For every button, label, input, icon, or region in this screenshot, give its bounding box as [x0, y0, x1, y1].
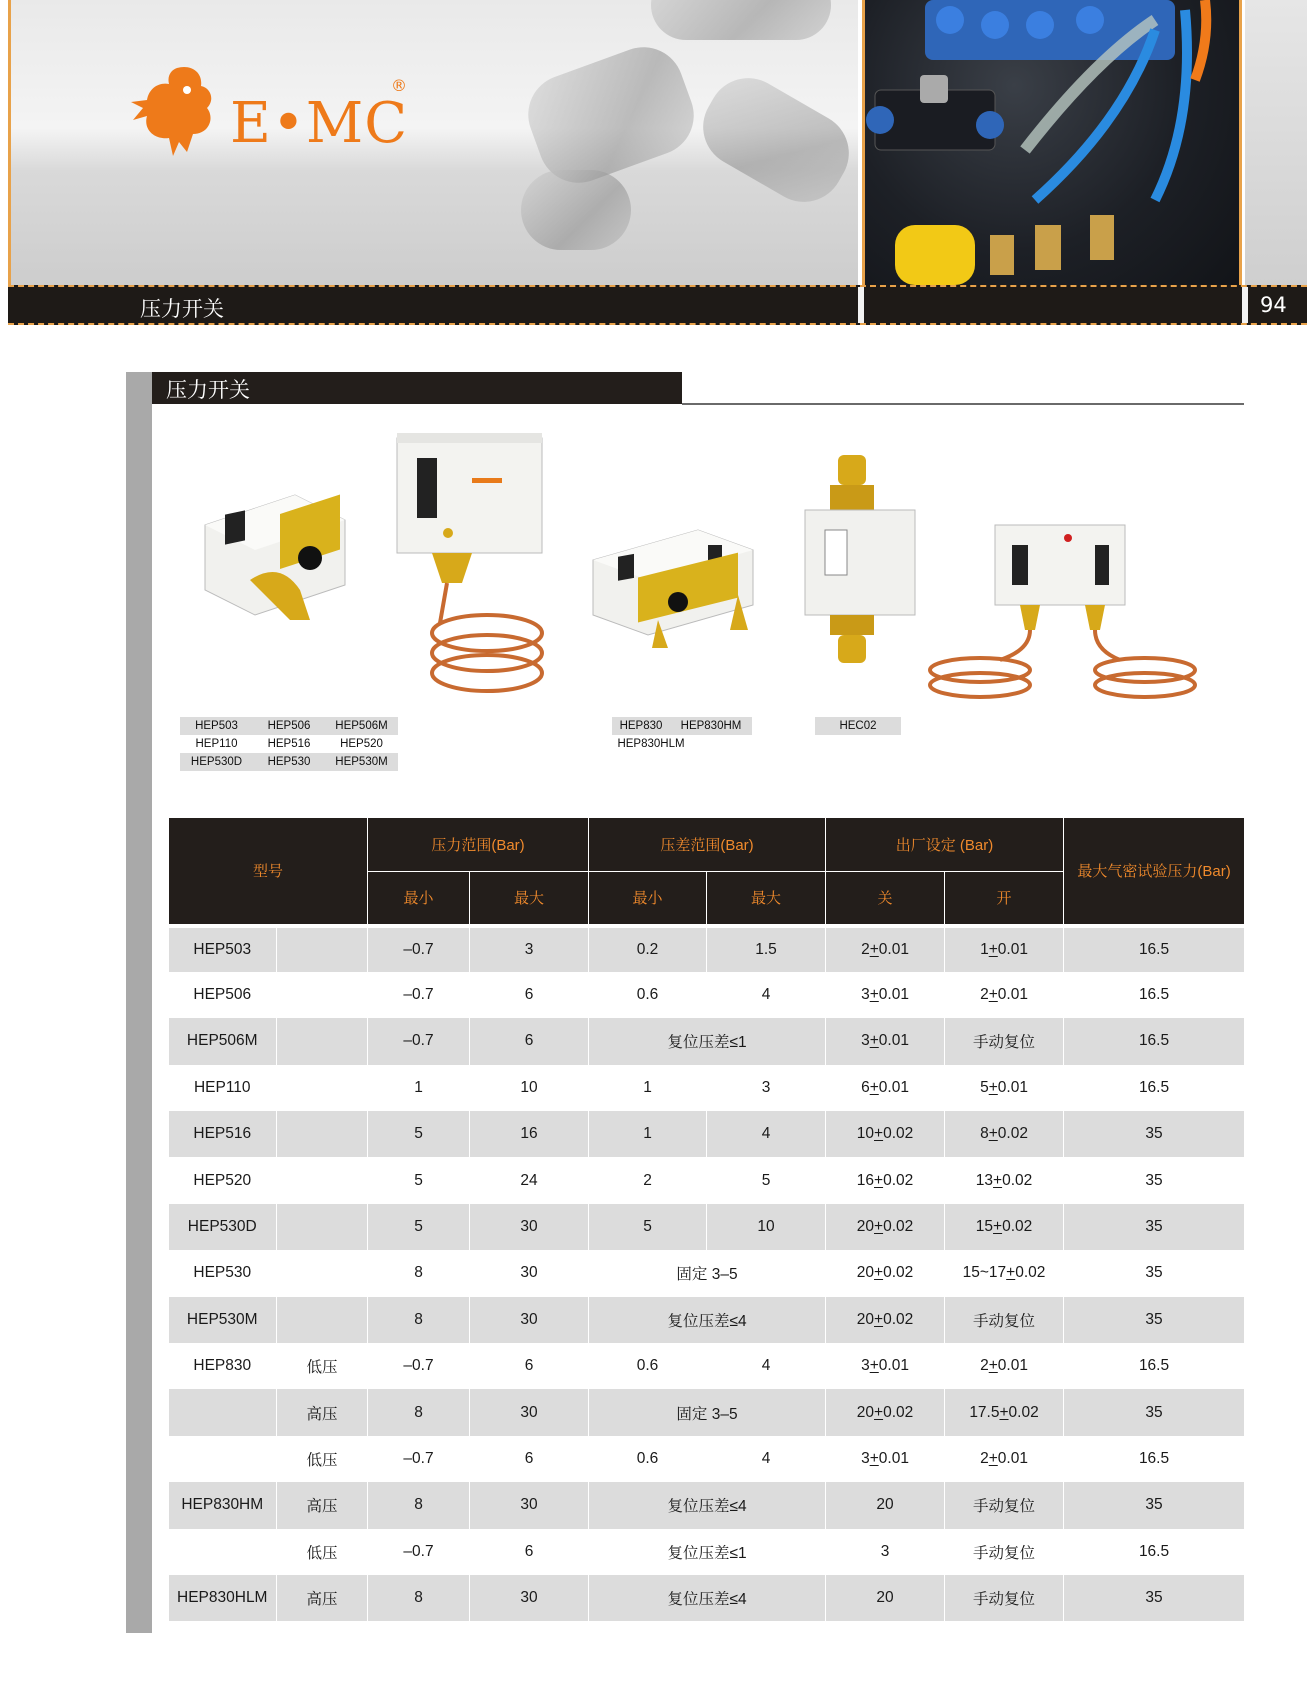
model-label-row [815, 717, 901, 735]
tolerance-sign: + [988, 1357, 998, 1375]
dual-capillary-pressure-switch-image [920, 520, 1210, 710]
model-cell: HEP520 [169, 1157, 277, 1203]
pneumatic-parts-image [865, 0, 1242, 285]
model-label-row [612, 717, 752, 735]
setting-off-cell: 20 [826, 1575, 945, 1621]
setting-on-cell: 15~17+0.02 [945, 1250, 1064, 1296]
model-label: HEP830HM [680, 720, 742, 732]
pressure-max-cell: 30 [470, 1575, 589, 1621]
model-label-row [180, 753, 398, 771]
model-label-row [612, 735, 752, 753]
tolerance-sign: + [988, 1078, 998, 1096]
test-pressure-cell: 16.5 [1064, 1529, 1245, 1575]
model-label: HEP530D [190, 756, 243, 768]
setting-off-cell: 20+0.02 [826, 1389, 945, 1435]
setting-off-cell: 20+0.02 [826, 1297, 945, 1343]
header-max-test-pressure: 最大气密试验压力(Bar) [1064, 818, 1245, 926]
pressure-max-cell: 10 [470, 1065, 589, 1111]
capillary-pressure-switch-image [392, 433, 552, 703]
table-row [169, 1111, 1245, 1157]
test-pressure-cell: 16.5 [1064, 1018, 1245, 1064]
test-pressure-cell: 35 [1064, 1482, 1245, 1528]
test-pressure-cell: 16.5 [1064, 1436, 1245, 1482]
type-cell: 低压 [277, 1529, 368, 1575]
setting-off-cell: 20+0.02 [826, 1204, 945, 1250]
setting-on-cell: 手动复位 [945, 1529, 1064, 1575]
test-pressure-cell: 35 [1064, 1575, 1245, 1621]
tolerance-sign: + [999, 1403, 1009, 1421]
pressure-max-cell: 30 [470, 1389, 589, 1435]
tolerance-sign: + [988, 1449, 998, 1467]
model-cell: HEP830HM [169, 1482, 277, 1528]
test-pressure-cell: 35 [1064, 1297, 1245, 1343]
header-pressure-max: 最大 [470, 872, 589, 926]
model-label: HEP530 [267, 756, 311, 768]
tolerance-sign: + [874, 1264, 884, 1282]
table-row [169, 1482, 1245, 1528]
table-row [169, 1250, 1245, 1296]
product-models-group-1 [180, 717, 398, 771]
section-rule [682, 403, 1244, 405]
model-cell: HEP506 [169, 972, 277, 1018]
setting-on-cell: 手动复位 [945, 1575, 1064, 1621]
setting-on-cell: 8+0.02 [945, 1111, 1064, 1157]
title-bar-separator [858, 287, 864, 323]
setting-off-cell: 20 [826, 1482, 945, 1528]
setting-on-cell: 手动复位 [945, 1297, 1064, 1343]
header-edge [1245, 0, 1307, 285]
tolerance-sign: + [993, 1218, 1003, 1236]
model-label-row [180, 735, 398, 753]
setting-on-cell: 17.5+0.02 [945, 1389, 1064, 1435]
pressure-max-cell: 6 [470, 1529, 589, 1575]
tolerance-sign: + [988, 1125, 998, 1143]
tolerance-sign: + [869, 1449, 879, 1467]
model-cell: HEP506M [169, 1018, 277, 1064]
model-cell [169, 1529, 277, 1575]
pressure-min-cell: 5 [368, 1157, 470, 1203]
pressure-min-cell: –0.7 [368, 1018, 470, 1064]
pressure-max-cell: 30 [470, 1297, 589, 1343]
tolerance-sign: + [869, 940, 879, 958]
model-label-row [180, 717, 398, 735]
tolerance-sign: + [988, 986, 998, 1004]
table-row [169, 1436, 1245, 1482]
diff-range-cell: 复位压差≤4 [589, 1482, 826, 1528]
pressure-min-cell: 8 [368, 1389, 470, 1435]
diff-min-cell: 5 [589, 1204, 707, 1250]
model-cell: HEP110 [169, 1065, 277, 1111]
diff-min-cell: 0.6 [589, 972, 707, 1018]
header-banner-left [8, 0, 858, 285]
tolerance-sign: + [869, 1078, 879, 1096]
header-banner-right [862, 0, 1242, 285]
type-cell [277, 1297, 368, 1343]
type-cell: 低压 [277, 1436, 368, 1482]
test-pressure-cell: 16.5 [1064, 1343, 1245, 1389]
diff-max-cell: 4 [707, 1436, 826, 1482]
table-row [169, 1018, 1245, 1064]
setting-off-cell: 2+0.01 [826, 926, 945, 972]
pressure-min-cell: 1 [368, 1065, 470, 1111]
setting-off-cell: 3+0.01 [826, 1018, 945, 1064]
table-row [169, 1297, 1245, 1343]
setting-on-cell: 手动复位 [945, 1018, 1064, 1064]
diff-range-cell: 复位压差≤1 [589, 1018, 826, 1064]
pressure-min-cell: 8 [368, 1482, 470, 1528]
test-pressure-cell: 35 [1064, 1389, 1245, 1435]
setting-on-cell: 2+0.01 [945, 1343, 1064, 1389]
header-diff-max: 最大 [707, 872, 826, 926]
table-row [169, 1065, 1245, 1111]
test-pressure-cell: 16.5 [1064, 926, 1245, 972]
side-strip [126, 372, 152, 1633]
diff-max-cell: 3 [707, 1065, 826, 1111]
setting-off-cell: 3+0.01 [826, 972, 945, 1018]
tolerance-sign: + [874, 1310, 884, 1328]
table-row [169, 1157, 1245, 1203]
tolerance-sign: + [874, 1125, 884, 1143]
pressure-max-cell: 6 [470, 1436, 589, 1482]
pressure-min-cell: –0.7 [368, 926, 470, 972]
type-cell: 高压 [277, 1389, 368, 1435]
model-label: HEP506 [267, 720, 311, 732]
model-cell: HEP830 [169, 1343, 277, 1389]
diff-min-cell: 0.2 [589, 926, 707, 972]
model-cell: HEP516 [169, 1111, 277, 1157]
table-row [169, 972, 1245, 1018]
pressure-min-cell: –0.7 [368, 1343, 470, 1389]
product-models-group-2 [612, 717, 752, 753]
pressure-min-cell: –0.7 [368, 1529, 470, 1575]
header-setting-off: 关 [826, 872, 945, 926]
diff-range-cell: 复位压差≤1 [589, 1529, 826, 1575]
tolerance-sign: + [1006, 1264, 1016, 1282]
type-cell [277, 972, 368, 1018]
diff-min-cell: 1 [589, 1065, 707, 1111]
setting-on-cell: 13+0.02 [945, 1157, 1064, 1203]
test-pressure-cell: 35 [1064, 1204, 1245, 1250]
setting-on-cell: 2+0.01 [945, 972, 1064, 1018]
setting-off-cell: 3+0.01 [826, 1343, 945, 1389]
pressure-min-cell: 8 [368, 1575, 470, 1621]
tolerance-sign: + [869, 986, 879, 1004]
diff-min-cell: 1 [589, 1111, 707, 1157]
single-pressure-switch-image [200, 480, 350, 630]
header-pressure-range: 压力范围(Bar) [368, 818, 589, 872]
pressure-max-cell: 6 [470, 972, 589, 1018]
setting-off-cell: 6+0.01 [826, 1065, 945, 1111]
diff-max-cell: 10 [707, 1204, 826, 1250]
type-cell [277, 1204, 368, 1250]
table-row [169, 1204, 1245, 1250]
model-cell: HEP503 [169, 926, 277, 972]
setting-on-cell: 5+0.01 [945, 1065, 1064, 1111]
pressure-max-cell: 30 [470, 1482, 589, 1528]
diff-max-cell: 4 [707, 1343, 826, 1389]
test-pressure-cell: 16.5 [1064, 972, 1245, 1018]
header-diff-min: 最小 [589, 872, 707, 926]
header-model: 型号 [169, 818, 368, 926]
tolerance-sign: + [869, 1032, 879, 1050]
diff-range-cell: 复位压差≤4 [589, 1297, 826, 1343]
model-label: HEP520 [340, 738, 383, 750]
tolerance-sign: + [874, 1171, 884, 1189]
pressure-max-cell: 6 [470, 1018, 589, 1064]
setting-off-cell: 3 [826, 1529, 945, 1575]
page-number: 94 [1260, 293, 1287, 317]
diff-max-cell: 4 [707, 1111, 826, 1157]
title-bar-separator [1242, 287, 1248, 323]
model-label: HEP110 [195, 738, 238, 750]
tolerance-sign: + [988, 940, 998, 958]
table-row [169, 1343, 1245, 1389]
type-cell [277, 926, 368, 972]
diff-range-cell: 固定 3–5 [589, 1389, 826, 1435]
model-cell: HEP530 [169, 1250, 277, 1296]
type-cell: 高压 [277, 1575, 368, 1621]
test-pressure-cell: 35 [1064, 1111, 1245, 1157]
type-cell [277, 1250, 368, 1296]
diff-max-cell: 5 [707, 1157, 826, 1203]
registered-mark: ® [391, 76, 407, 95]
pressure-min-cell: 8 [368, 1250, 470, 1296]
diff-max-cell: 4 [707, 972, 826, 1018]
setting-on-cell: 1+0.01 [945, 926, 1064, 972]
fitting-image [521, 170, 631, 250]
diff-min-cell: 0.6 [589, 1343, 707, 1389]
test-pressure-cell: 35 [1064, 1157, 1245, 1203]
pressure-min-cell: –0.7 [368, 1436, 470, 1482]
diff-max-cell: 1.5 [707, 926, 826, 972]
fitting-image [689, 64, 858, 217]
model-label: HEP516 [267, 738, 311, 750]
tolerance-sign: + [993, 1171, 1003, 1189]
test-pressure-cell: 16.5 [1064, 1065, 1245, 1111]
brand-name: E•MC [230, 91, 409, 156]
test-pressure-cell: 35 [1064, 1250, 1245, 1296]
table-row [169, 1389, 1245, 1435]
table-row [169, 1529, 1245, 1575]
model-cell: HEP530M [169, 1297, 277, 1343]
type-cell [277, 1018, 368, 1064]
model-cell: HEP530D [169, 1204, 277, 1250]
header-diff-range: 压差范围(Bar) [589, 818, 826, 872]
setting-off-cell: 3+0.01 [826, 1436, 945, 1482]
pressure-min-cell: 5 [368, 1111, 470, 1157]
pressure-min-cell: 8 [368, 1297, 470, 1343]
model-cell [169, 1389, 277, 1435]
tolerance-sign: + [874, 1218, 884, 1236]
type-cell [277, 1157, 368, 1203]
header-title-bar [8, 285, 1307, 325]
setting-off-cell: 16+0.02 [826, 1157, 945, 1203]
type-cell [277, 1111, 368, 1157]
model-label: HEP830 [619, 720, 663, 732]
tolerance-sign: + [869, 1357, 879, 1375]
fitting-image [651, 0, 831, 40]
model-label: HEP503 [195, 720, 238, 732]
model-label: HEC02 [839, 720, 877, 732]
setting-off-cell: 20+0.02 [826, 1250, 945, 1296]
model-label: HEP506M [335, 720, 388, 732]
diff-range-cell: 复位压差≤4 [589, 1575, 826, 1621]
model-cell: HEP830HLM [169, 1575, 277, 1621]
section-title: 压力开关 [152, 372, 682, 404]
model-label: HEP530M [335, 756, 388, 768]
header-factory-setting: 出厂设定 (Bar) [826, 818, 1064, 872]
table-row [169, 926, 1245, 972]
model-cell [169, 1436, 277, 1482]
pressure-max-cell: 30 [470, 1250, 589, 1296]
dual-pressure-switch-image [588, 520, 758, 650]
type-cell [277, 1065, 368, 1111]
fitting-image [517, 36, 705, 194]
table-row [169, 1575, 1245, 1621]
diff-min-cell: 2 [589, 1157, 707, 1203]
model-label: HEP830HLM [617, 738, 685, 750]
type-cell: 高压 [277, 1482, 368, 1528]
ram-logo-icon [129, 60, 224, 160]
pressure-min-cell: 5 [368, 1204, 470, 1250]
pressure-max-cell: 16 [470, 1111, 589, 1157]
header-setting-on: 开 [945, 872, 1064, 926]
pressure-min-cell: –0.7 [368, 972, 470, 1018]
setting-off-cell: 10+0.02 [826, 1111, 945, 1157]
pressure-max-cell: 30 [470, 1204, 589, 1250]
pressure-max-cell: 6 [470, 1343, 589, 1389]
header-title: 压力开关 [140, 297, 224, 321]
brand-logo [129, 60, 408, 160]
setting-on-cell: 2+0.01 [945, 1436, 1064, 1482]
pressure-max-cell: 24 [470, 1157, 589, 1203]
setting-on-cell: 15+0.02 [945, 1204, 1064, 1250]
pressure-max-cell: 3 [470, 926, 589, 972]
tolerance-sign: + [874, 1403, 884, 1421]
spec-table-body [169, 926, 1245, 1622]
type-cell: 低压 [277, 1343, 368, 1389]
diff-min-cell: 0.6 [589, 1436, 707, 1482]
header-pressure-min: 最小 [368, 872, 470, 926]
product-models-group-3 [815, 717, 901, 735]
spec-table [168, 817, 1245, 1621]
setting-on-cell: 手动复位 [945, 1482, 1064, 1528]
diff-range-cell: 固定 3–5 [589, 1250, 826, 1296]
differential-pressure-switch-image [800, 455, 920, 665]
